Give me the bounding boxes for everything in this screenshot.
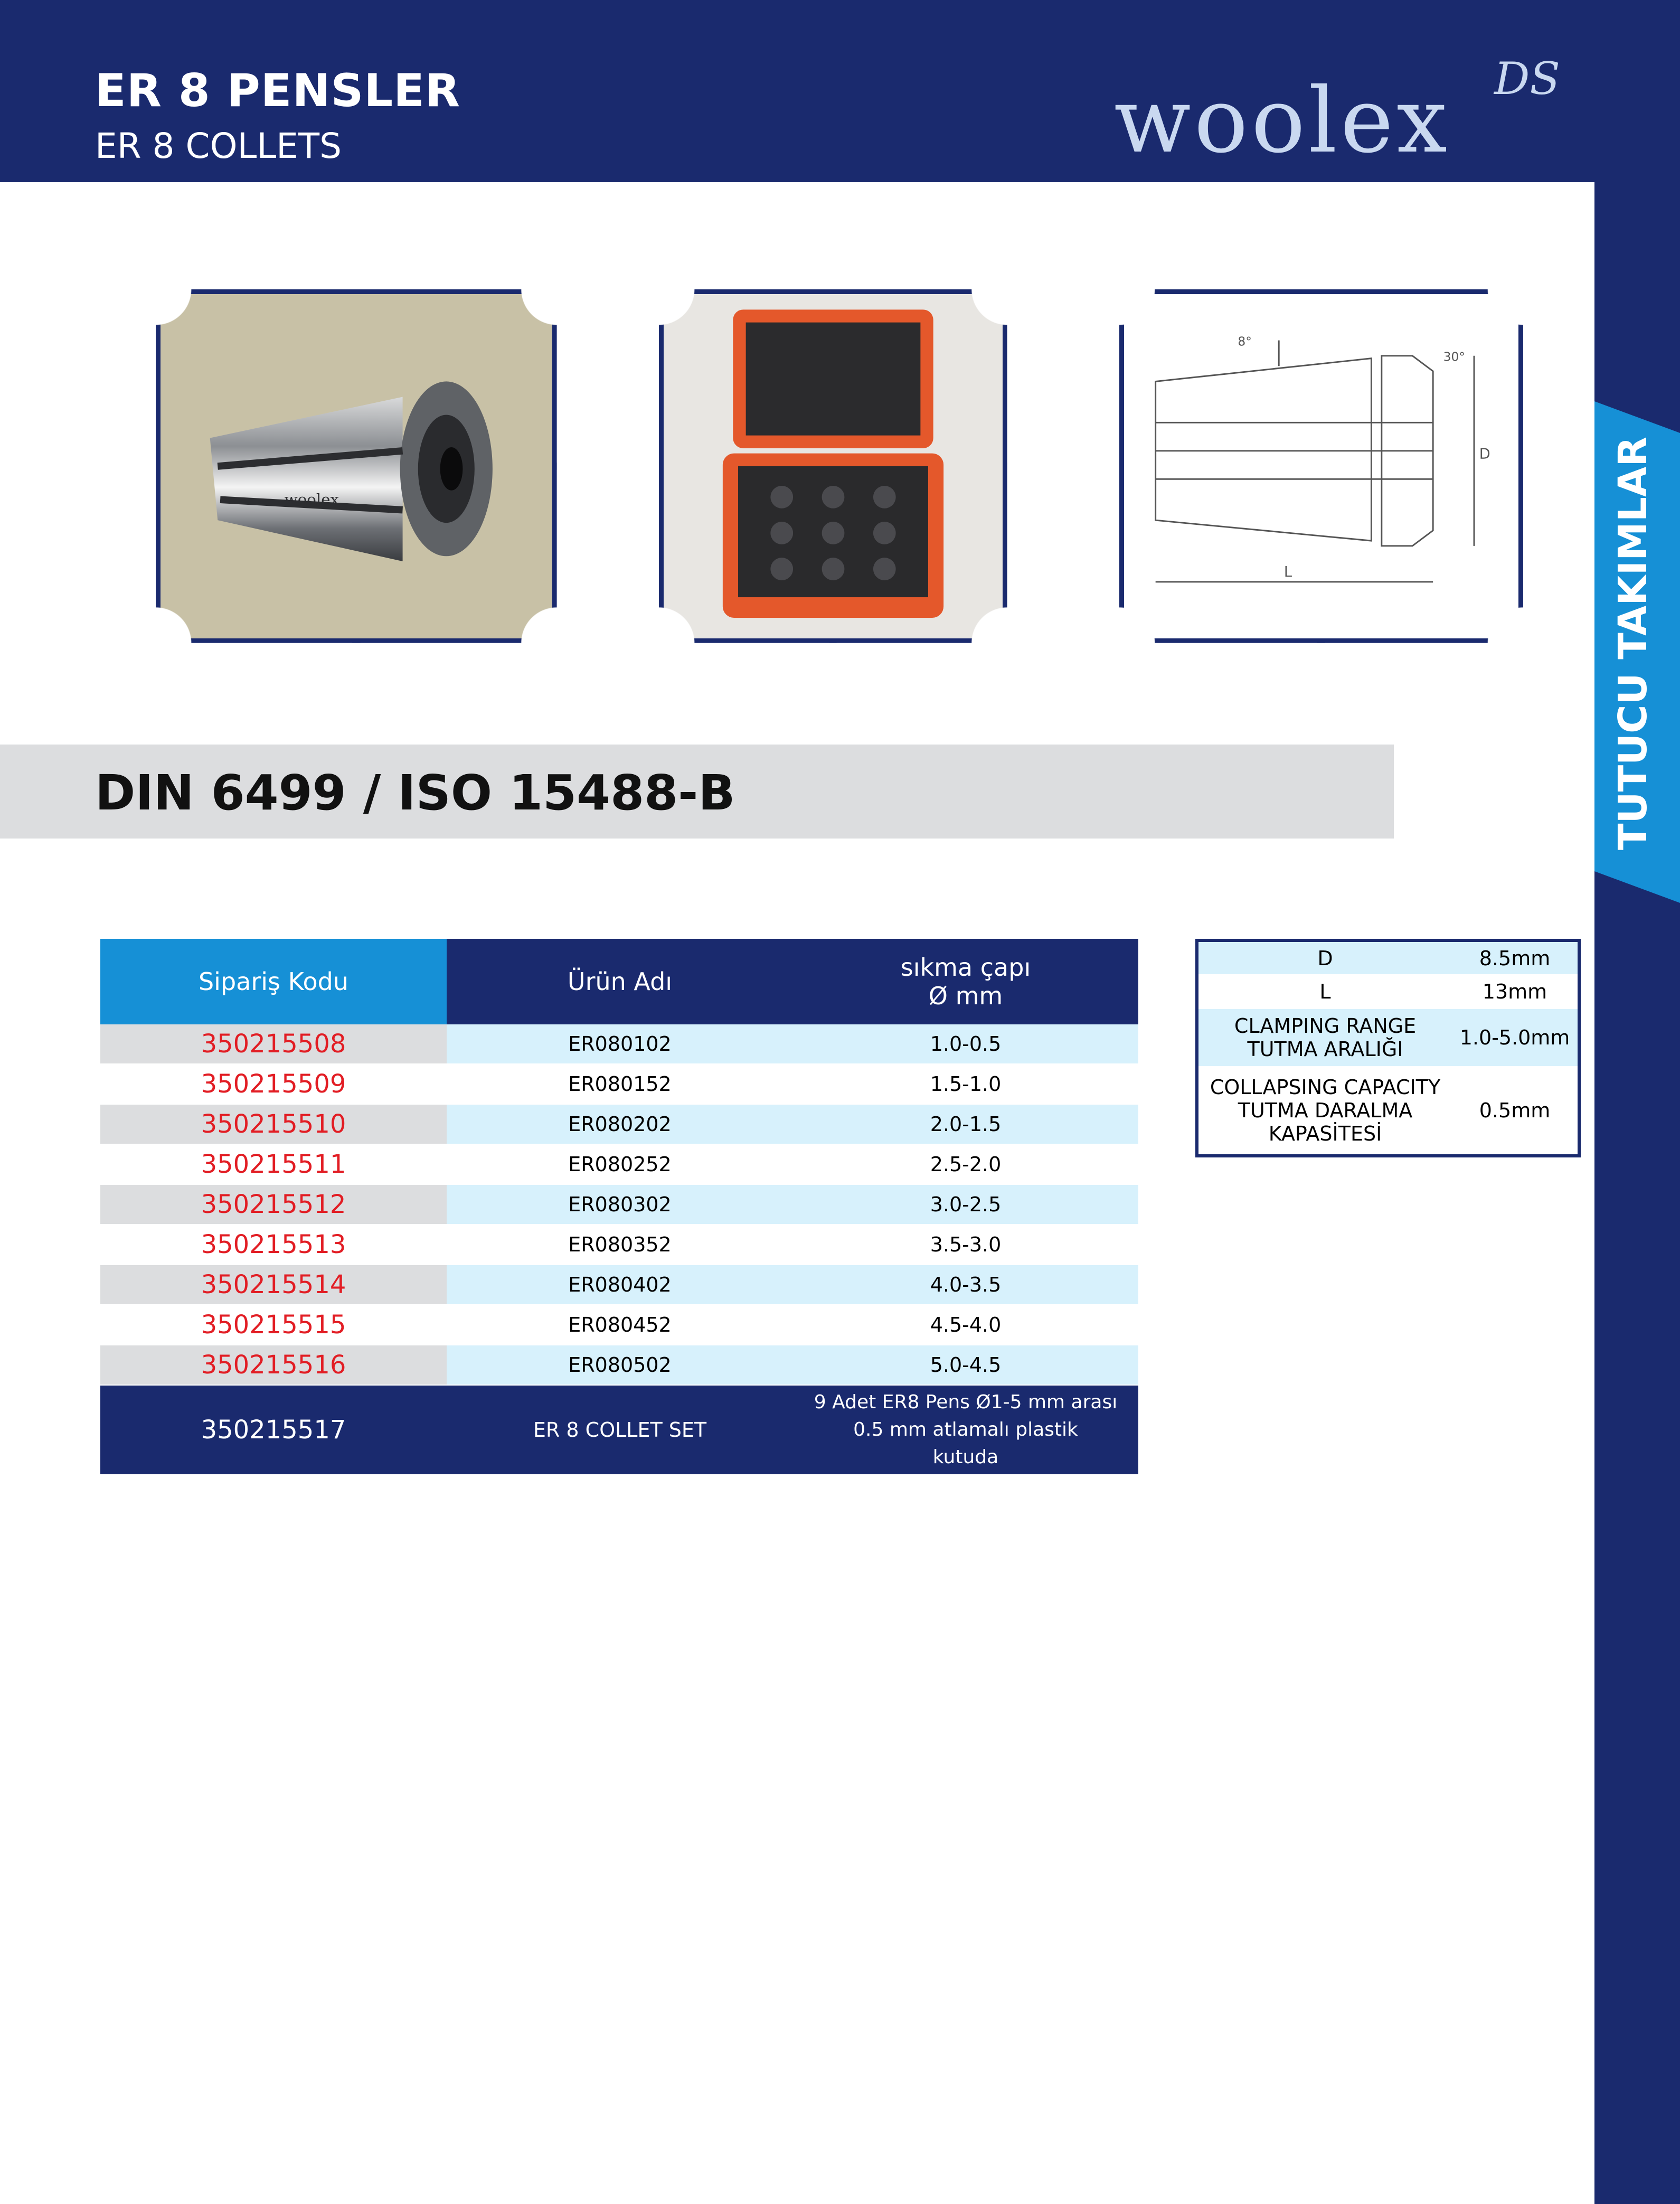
- table-row: [100, 1024, 1138, 1064]
- page-subtitle: ER 8 COLLETS: [95, 126, 342, 166]
- spec-collapsing-label-en: COLLAPSING CAPACITY: [1210, 1075, 1441, 1099]
- table-row: [100, 1225, 1138, 1265]
- collet-box-illustration: [664, 294, 1003, 638]
- spec-collapsing-value: 0.5mm: [1479, 1098, 1551, 1122]
- spec-collapsing-label-tr1: TUTMA DARALMA: [1238, 1098, 1413, 1122]
- order-code: 350215508: [100, 1024, 447, 1064]
- table-row: [100, 1144, 1138, 1184]
- header-product-name: Ürün Adı: [447, 939, 793, 1024]
- spec-clamping-label-tr: TUTMA ARALIĞI: [1247, 1038, 1403, 1061]
- spec-l-label: L: [1319, 980, 1331, 1003]
- collet-illustration: [161, 294, 552, 638]
- category-tab-label: TUTUCU TAKIMLAR: [1610, 436, 1656, 850]
- set-description: [793, 1385, 1138, 1475]
- header-order-code: Sipariş Kodu: [100, 939, 447, 1024]
- order-code: 350215513: [100, 1225, 447, 1265]
- product-table: [100, 939, 1138, 1475]
- spec-row-clamping: [1197, 1009, 1579, 1066]
- product-name: ER080202: [447, 1104, 793, 1144]
- clamping-diameter: 2.5-2.0: [793, 1144, 1138, 1184]
- set-order-code: 350215517: [100, 1385, 447, 1475]
- clamping-diameter: 3.5-3.0: [793, 1225, 1138, 1265]
- clamping-diameter: 2.0-1.5: [793, 1104, 1138, 1144]
- product-name: ER080502: [447, 1345, 793, 1385]
- order-code: 350215509: [100, 1064, 447, 1104]
- spec-d-value: 8.5mm: [1452, 940, 1579, 974]
- standard-label: DIN 6499 / ISO 15488-B: [95, 765, 735, 821]
- table-header-row: [100, 939, 1138, 1024]
- table-row: [100, 1345, 1138, 1385]
- spec-collapsing-label-tr2: KAPASİTESİ: [1268, 1122, 1382, 1145]
- spec-row-collapsing: [1197, 1066, 1579, 1156]
- drawing-lines: [1124, 294, 1518, 638]
- clamping-diameter: 3.0-2.5: [793, 1184, 1138, 1225]
- order-code: 350215511: [100, 1144, 447, 1184]
- set-product-name: ER 8 COLLET SET: [447, 1385, 793, 1475]
- order-code: 350215515: [100, 1305, 447, 1345]
- clamping-diameter: 4.5-4.0: [793, 1305, 1138, 1345]
- page-title: ER 8 PENSLER: [95, 64, 461, 117]
- clamping-diameter: 4.0-3.5: [793, 1265, 1138, 1305]
- spec-clamping-value: 1.0-5.0mm: [1452, 1009, 1579, 1066]
- collet-set-box-photo: [659, 289, 1007, 643]
- spec-l-value: 13mm: [1482, 980, 1547, 1003]
- angle-taper: 8°: [1238, 334, 1252, 349]
- set-description-line3: kutuda: [932, 1446, 999, 1468]
- collet-set-row: [100, 1385, 1138, 1475]
- collet-technical-drawing: [1119, 289, 1523, 643]
- product-name: ER080352: [447, 1225, 793, 1265]
- table-row: [100, 1064, 1138, 1104]
- spec-d-label: D: [1197, 940, 1452, 974]
- clamping-diameter: 1.0-0.5: [793, 1024, 1138, 1064]
- logo-wordmark: woolex: [1114, 69, 1451, 173]
- product-name: ER080152: [447, 1064, 793, 1104]
- product-name: ER080102: [447, 1024, 793, 1064]
- brand-logo: [1114, 53, 1579, 173]
- dimension-l: L: [1283, 564, 1292, 581]
- order-code: 350215512: [100, 1184, 447, 1225]
- order-code: 350215514: [100, 1265, 447, 1305]
- product-name: ER080452: [447, 1305, 793, 1345]
- clamping-diameter: 5.0-4.5: [793, 1345, 1138, 1385]
- collet-engraving: woolex: [284, 490, 339, 508]
- dimension-d: D: [1479, 446, 1490, 463]
- set-description-line1: 9 Adet ER8 Pens Ø1-5 mm arası: [814, 1391, 1118, 1413]
- product-name: ER080252: [447, 1144, 793, 1184]
- table-row: [100, 1184, 1138, 1225]
- spec-collapsing-label: [1197, 1066, 1452, 1156]
- spec-clamping-label-en: CLAMPING RANGE: [1234, 1014, 1417, 1038]
- table-row: [100, 1305, 1138, 1345]
- table-row: [100, 1104, 1138, 1144]
- spec-row-l: [1197, 974, 1579, 1009]
- header-clamping-diameter: [793, 939, 1138, 1024]
- collet-photo: [156, 289, 557, 643]
- product-name: ER080302: [447, 1184, 793, 1225]
- angle-nose: 30°: [1443, 349, 1466, 364]
- product-name: ER080402: [447, 1265, 793, 1305]
- order-code: 350215510: [100, 1104, 447, 1144]
- logo-suffix: DS: [1494, 53, 1560, 105]
- header-diameter-line2: Ø mm: [928, 982, 1003, 1010]
- table-row: [100, 1265, 1138, 1305]
- spec-row-d: [1197, 940, 1579, 974]
- order-code: 350215516: [100, 1345, 447, 1385]
- header-diameter-line1: sıkma çapı: [900, 953, 1031, 982]
- spec-table: [1195, 939, 1581, 1157]
- spec-clamping-label: [1197, 1009, 1452, 1066]
- clamping-diameter: 1.5-1.0: [793, 1064, 1138, 1104]
- set-description-line2: 0.5 mm atlamalı plastik: [853, 1419, 1078, 1440]
